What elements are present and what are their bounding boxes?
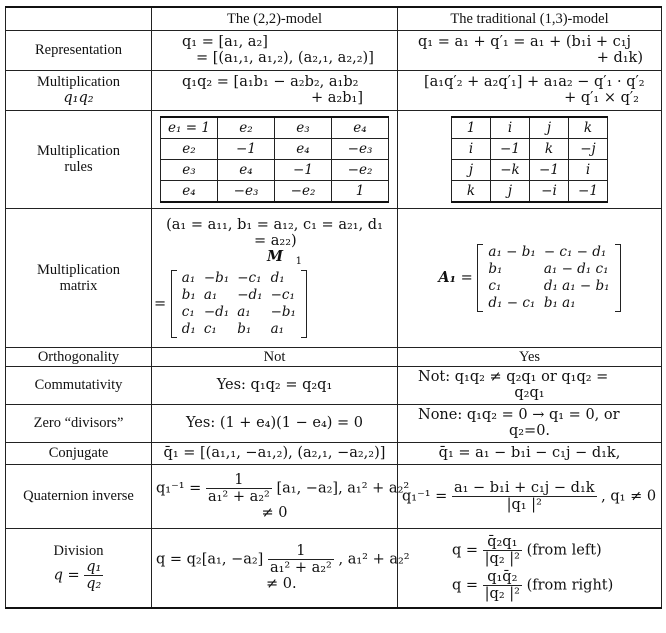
formula-part: [a₁, −a₂], a₁² + a₂² bbox=[276, 480, 410, 496]
rules-table-22 bbox=[160, 116, 389, 203]
row-label-matrix bbox=[6, 208, 152, 347]
denominator: |q₁ |² bbox=[506, 496, 542, 513]
table-row bbox=[6, 70, 662, 110]
rule-cell: −1 bbox=[491, 138, 530, 159]
header-empty-cell bbox=[6, 7, 152, 30]
label-line: Division bbox=[53, 543, 104, 560]
formula-part: q = bbox=[53, 567, 80, 584]
formula-line: q₁ = a₁ + q′₁ = a₁ + (b₁i + c₁j bbox=[418, 34, 632, 50]
table-row bbox=[6, 7, 662, 30]
matrix-22 bbox=[152, 208, 398, 347]
rule-cell: e₄ bbox=[161, 180, 218, 202]
header-22-model: The (2,2)-model bbox=[152, 7, 398, 30]
matrix-a1 bbox=[477, 244, 620, 312]
label-line: q₁q₂ bbox=[63, 90, 94, 106]
equals-sign: = bbox=[460, 269, 473, 286]
comparison-table bbox=[5, 6, 662, 609]
formula-line: q₂q₁ bbox=[514, 385, 545, 401]
denominator: q₂ bbox=[86, 576, 102, 593]
numerator: q₁q̄₂ bbox=[483, 569, 522, 586]
rule-cell: −e₂ bbox=[332, 159, 389, 180]
rule-cell: k bbox=[452, 180, 491, 202]
matrix-cell: a₁ bbox=[203, 287, 218, 304]
rule-cell: e₄ bbox=[275, 138, 332, 159]
formula-part: , a₁² + a₂² bbox=[338, 551, 410, 568]
formula-line: q₂=0. bbox=[508, 423, 551, 439]
row-label-rules bbox=[6, 110, 152, 208]
fraction bbox=[452, 480, 597, 513]
commutativity-13 bbox=[398, 366, 662, 404]
row-label-zero-divisors: Zero “divisors” bbox=[6, 404, 152, 442]
label-line: Multiplication bbox=[37, 74, 120, 90]
formula-line: [a₁q′₂ + a₂q′₁] + a₁a₂ − q′₁ · q′₂ bbox=[424, 74, 645, 90]
rule-cell: −i bbox=[530, 180, 569, 202]
table-row bbox=[6, 208, 662, 347]
zero-divisors-22: Yes: (1 + e₄)(1 − e₄) = 0 bbox=[152, 404, 398, 442]
commutativity-22: Yes: q₁q₂ = q₂q₁ bbox=[152, 366, 398, 404]
matrix-cell: −d₁ bbox=[237, 287, 263, 304]
formula-line: (a₁ = a₁₁, b₁ = a₁₂, c₁ = a₂₁, d₁ bbox=[166, 216, 383, 233]
formula-line: ≠ 0 bbox=[261, 504, 288, 521]
formula-line: + q′₁ × q′₂ bbox=[564, 90, 639, 106]
zero-divisors-13 bbox=[398, 404, 662, 442]
matrix-cell: −b₁ bbox=[270, 304, 296, 321]
rule-cell: j bbox=[452, 159, 491, 180]
denominator: |q₂ |² bbox=[484, 550, 520, 567]
rule-cell: e₃ bbox=[161, 159, 218, 180]
rule-cell: −e₃ bbox=[218, 180, 275, 202]
fraction bbox=[268, 543, 334, 576]
table-row bbox=[6, 347, 662, 366]
numerator: 1 bbox=[268, 543, 334, 560]
numerator: 1 bbox=[206, 472, 272, 489]
matrix-cell: a₁ − b₁ bbox=[488, 243, 536, 260]
division-22 bbox=[152, 528, 410, 608]
matrix-cell: b₁ bbox=[488, 260, 503, 277]
division-13 bbox=[398, 528, 662, 608]
multiplication-22 bbox=[152, 70, 398, 110]
matrix-name-m: M bbox=[266, 247, 284, 265]
formula-line: ≠ 0. bbox=[266, 576, 297, 593]
fraction bbox=[483, 569, 522, 602]
row-label-inverse: Quaternion inverse bbox=[6, 464, 152, 528]
matrix-cell: −c₁ bbox=[237, 270, 262, 287]
formula-part: q = bbox=[452, 542, 479, 559]
rule-cell: −k bbox=[491, 159, 530, 180]
conjugate-13: q̄₁ = a₁ − b₁i − c₁j − d₁k, bbox=[398, 442, 662, 464]
matrix-cell: b₁ bbox=[181, 287, 196, 304]
numerator: q̄₂q₁ bbox=[483, 534, 522, 551]
row-label-multiplication bbox=[6, 70, 152, 110]
row-label-conjugate: Conjugate bbox=[6, 442, 152, 464]
formula-line: = a₂₂) bbox=[254, 232, 297, 249]
rules-13 bbox=[398, 110, 662, 208]
label-line: matrix bbox=[59, 277, 98, 294]
denominator: a₁² + a₂² bbox=[207, 488, 270, 505]
rule-cell: −1 bbox=[530, 159, 569, 180]
matrix-cell: a₁ bbox=[237, 304, 251, 321]
rule-cell: i bbox=[569, 159, 608, 180]
matrix-cell: c₁ bbox=[203, 321, 217, 338]
formula-line: q₁q₂ = [a₁b₁ − a₂b₂, a₁b₂ bbox=[182, 74, 359, 90]
matrix-cell: c₁ bbox=[488, 277, 502, 294]
table-row bbox=[6, 528, 662, 608]
rule-cell: e₃ bbox=[275, 117, 332, 139]
formula-part: (from left) bbox=[526, 542, 602, 559]
rule-cell: e₄ bbox=[332, 117, 389, 139]
matrix-cell: d₁ bbox=[181, 321, 196, 338]
orthogonality-13: Yes bbox=[398, 347, 662, 366]
rule-cell: e₁ = 1 bbox=[161, 117, 218, 139]
row-label-commutativity: Commutativity bbox=[6, 366, 152, 404]
rule-cell: −1 bbox=[275, 159, 332, 180]
row-label-representation: Representation bbox=[6, 30, 152, 70]
matrix-name-sub: 1 bbox=[295, 256, 303, 268]
matrix-name-a: A₁ bbox=[438, 268, 457, 286]
rule-cell: e₄ bbox=[218, 159, 275, 180]
formula-part: (from right) bbox=[526, 577, 614, 594]
numerator: a₁ − b₁i + c₁j − d₁k bbox=[453, 479, 595, 496]
rule-cell: −1 bbox=[218, 138, 275, 159]
denominator: a₁² + a₂² bbox=[269, 560, 332, 577]
rule-cell: e₂ bbox=[161, 138, 218, 159]
rules-22 bbox=[152, 110, 398, 208]
formula-part: , q₁ ≠ 0 bbox=[601, 488, 657, 504]
formula-line: q₁ = [a₁, a₂] bbox=[182, 34, 268, 50]
orthogonality-22: Not bbox=[152, 347, 398, 366]
table-row bbox=[6, 30, 662, 70]
formula-part: q₁⁻¹ = bbox=[402, 488, 448, 504]
rule-cell: k bbox=[530, 138, 569, 159]
representation-22 bbox=[152, 30, 398, 70]
matrix-cell: b₁ bbox=[237, 321, 252, 338]
inverse-13 bbox=[398, 464, 662, 528]
table-row bbox=[6, 366, 662, 404]
formula-line: + a₂b₁] bbox=[311, 90, 363, 106]
label-line: Multiplication bbox=[37, 143, 120, 159]
matrix-cell: −c₁ bbox=[270, 287, 295, 304]
rule-cell: i bbox=[491, 117, 530, 139]
table-row bbox=[6, 404, 662, 442]
formula-line: Not: q₁q₂ ≠ q₂q₁ or q₁q₂ = bbox=[418, 369, 609, 385]
matrix-cell: −d₁ bbox=[203, 304, 230, 321]
matrix-cell: d₁ a₁ − b₁ bbox=[543, 277, 610, 294]
rule-cell: 1 bbox=[452, 117, 491, 139]
fraction bbox=[206, 472, 272, 505]
formula-line: None: q₁q₂ = 0 → q₁ = 0, or bbox=[418, 407, 620, 423]
matrix-cell: a₁ − d₁ c₁ bbox=[543, 260, 609, 277]
rule-cell: −1 bbox=[569, 180, 608, 202]
denominator: |q₂ |² bbox=[484, 585, 520, 602]
fraction bbox=[84, 559, 103, 592]
row-label-division bbox=[6, 528, 152, 608]
formula-part: q = q₂[a₁, −a₂] bbox=[156, 551, 264, 568]
matrix-m1 bbox=[171, 270, 307, 338]
matrix-cell: b₁ a₁ bbox=[543, 294, 576, 311]
matrix-cell: d₁ − c₁ bbox=[488, 294, 536, 311]
matrix-cell: c₁ bbox=[181, 304, 195, 321]
label-line: rules bbox=[64, 159, 93, 175]
fraction bbox=[483, 534, 522, 567]
table-row bbox=[6, 442, 662, 464]
rule-cell: k bbox=[569, 117, 608, 139]
equals-sign: = bbox=[154, 296, 167, 313]
formula-line: + d₁k) bbox=[596, 50, 643, 66]
rule-cell: j bbox=[530, 117, 569, 139]
numerator: q₁ bbox=[86, 559, 102, 576]
rule-cell: −j bbox=[569, 138, 608, 159]
matrix-cell: a₁ bbox=[181, 270, 196, 287]
rule-cell: e₂ bbox=[218, 117, 275, 139]
matrix-13 bbox=[398, 208, 662, 347]
conjugate-22: q̄₁ = [(a₁,₁, −a₁,₂), (a₂,₁, −a₂,₂)] bbox=[152, 442, 398, 464]
formula-line: = [(a₁,₁, a₁,₂), (a₂,₁, a₂,₂)] bbox=[196, 50, 374, 66]
rule-cell: j bbox=[491, 180, 530, 202]
rules-table-13 bbox=[451, 116, 608, 203]
matrix-cell: − c₁ − d₁ bbox=[543, 243, 607, 260]
rule-cell: 1 bbox=[332, 180, 389, 202]
table-row bbox=[6, 110, 662, 208]
label-line: Multiplication bbox=[37, 261, 120, 278]
formula-part: q₁⁻¹ = bbox=[156, 480, 202, 496]
rule-cell: −e₂ bbox=[275, 180, 332, 202]
rule-cell: −e₃ bbox=[332, 138, 389, 159]
representation-13 bbox=[398, 30, 662, 70]
matrix-cell: −b₁ bbox=[203, 270, 230, 287]
inverse-22 bbox=[152, 464, 410, 528]
matrix-cell: a₁ bbox=[270, 321, 285, 338]
table-row bbox=[6, 464, 662, 528]
rule-cell: i bbox=[452, 138, 491, 159]
header-13-model: The traditional (1,3)-model bbox=[398, 7, 662, 30]
row-label-orthogonality: Orthogonality bbox=[6, 347, 152, 366]
formula-part: q = bbox=[452, 577, 479, 594]
multiplication-13 bbox=[398, 70, 662, 110]
matrix-cell: d₁ bbox=[270, 270, 285, 287]
